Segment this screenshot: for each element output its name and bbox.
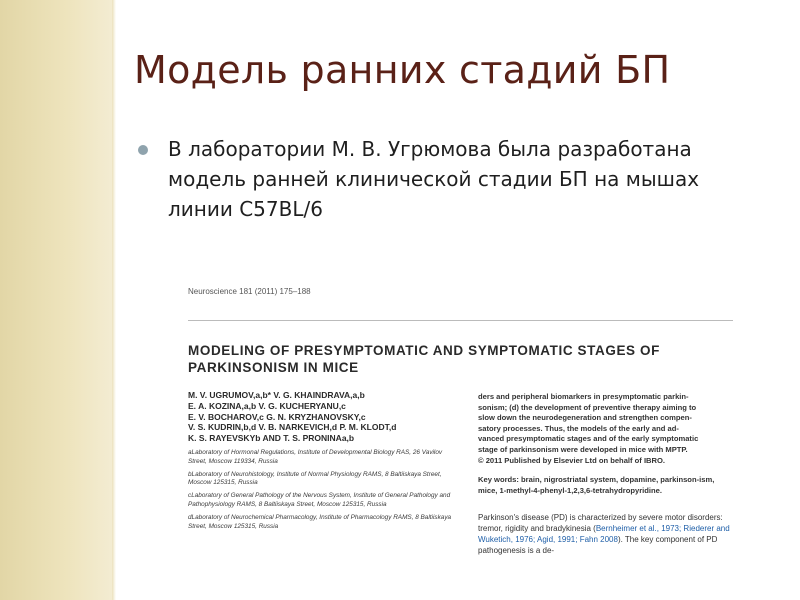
affiliation: cLaboratory of General Pathology of the Nervous System, Institute of General Pathology and Pathophysiology RAMS, 8 Baltiiskaya Street, Moscow 125315, Russia	[188, 492, 451, 508]
author-list	[188, 390, 458, 444]
author-line: E. V. BOCHAROV,c G. N. KRYZHANOVSKY,c	[188, 411, 366, 422]
author-line: V. S. KUDRIN,b,d V. B. NARKEVICH,d P. M. KLODT,d	[188, 422, 397, 433]
right-column	[478, 392, 734, 556]
bullet-dot-icon	[138, 145, 148, 155]
affiliation: dLaboratory of Neurochemical Pharmacology, Institute of Pharmacology RAMS, 8 Baltiiskaya Street, Moscow 125315, Russia	[188, 513, 452, 530]
slide-title: Модель ранних стадий БП	[134, 48, 671, 92]
author-line: K. S. RAYEVSKYb AND T. S. PRONINAa,b	[188, 433, 355, 444]
author-line: M. V. UGRUMOV,a,b* V. G. KHAINDRAVA,a,b	[188, 390, 365, 400]
affiliation: bLaboratory of Neurohistology, Institute of Normal Physiology RAMS, 8 Baltiiskaya Street, Moscow 125315, Russia	[188, 470, 442, 487]
intro-paragraph	[478, 512, 734, 556]
left-column	[188, 390, 458, 535]
bullet-item	[138, 134, 738, 224]
paper-title: MODELING OF PRESYMPTOMATIC AND SYMPTOMATIC STAGES OF PARKINSONISM IN MICE	[188, 343, 660, 375]
intro-text: Parkinson's disease (PD) is characterized by severe motor disorders: tremor, rigidity and bradykinesia (	[478, 513, 723, 534]
header-divider	[188, 320, 733, 321]
abstract-tail: ders and peripheral biomarkers in presymptomatic parkin- sonism; (d) the development of preventive therapy aiming to slow down the neurodegeneration and strengthen compen- satory processes. Thus, the models of the early and ad- vanced presymptomatic stages and of the early symptomatic stage of parkinsonism were developed in mice with MPTP. © 2011 Published by Elsevier Ltd on behalf of IBRO.	[478, 392, 699, 465]
affiliation-list	[188, 449, 458, 531]
decorative-side-stripe	[0, 0, 112, 600]
journal-reference: Neuroscience 181 (2011) 175–188	[188, 287, 311, 296]
intro-text-continued: ). The key component of PD pathogenesis is a de-	[478, 535, 718, 556]
bullet-text: В лаборатории М. В. Угрюмова была разработана модель ранней клинической стадии БП на мышах линии C57BL/6	[168, 137, 700, 221]
keywords: Key words: brain, nigrostriatal system, dopamine, parkinson-ism, mice, 1-methyl-4-phenyl-1,2,3,6-tetrahydropyridine.	[478, 475, 715, 495]
citation-link: Bernheimer et al., 1973; Riederer and Wuketich, 1976; Agid, 1991; Fahn 2008	[478, 524, 730, 545]
stripe-edge	[112, 0, 116, 600]
author-line: E. A. KOZINA,a,b V. G. KUCHERYANU,c	[188, 400, 346, 411]
affiliation: aLaboratory of Hormonal Regulations, Institute of Developmental Biology RAS, 26 Vavilov Street, Moscow 119334, Russia	[188, 448, 443, 465]
paper-excerpt-image	[178, 280, 738, 576]
